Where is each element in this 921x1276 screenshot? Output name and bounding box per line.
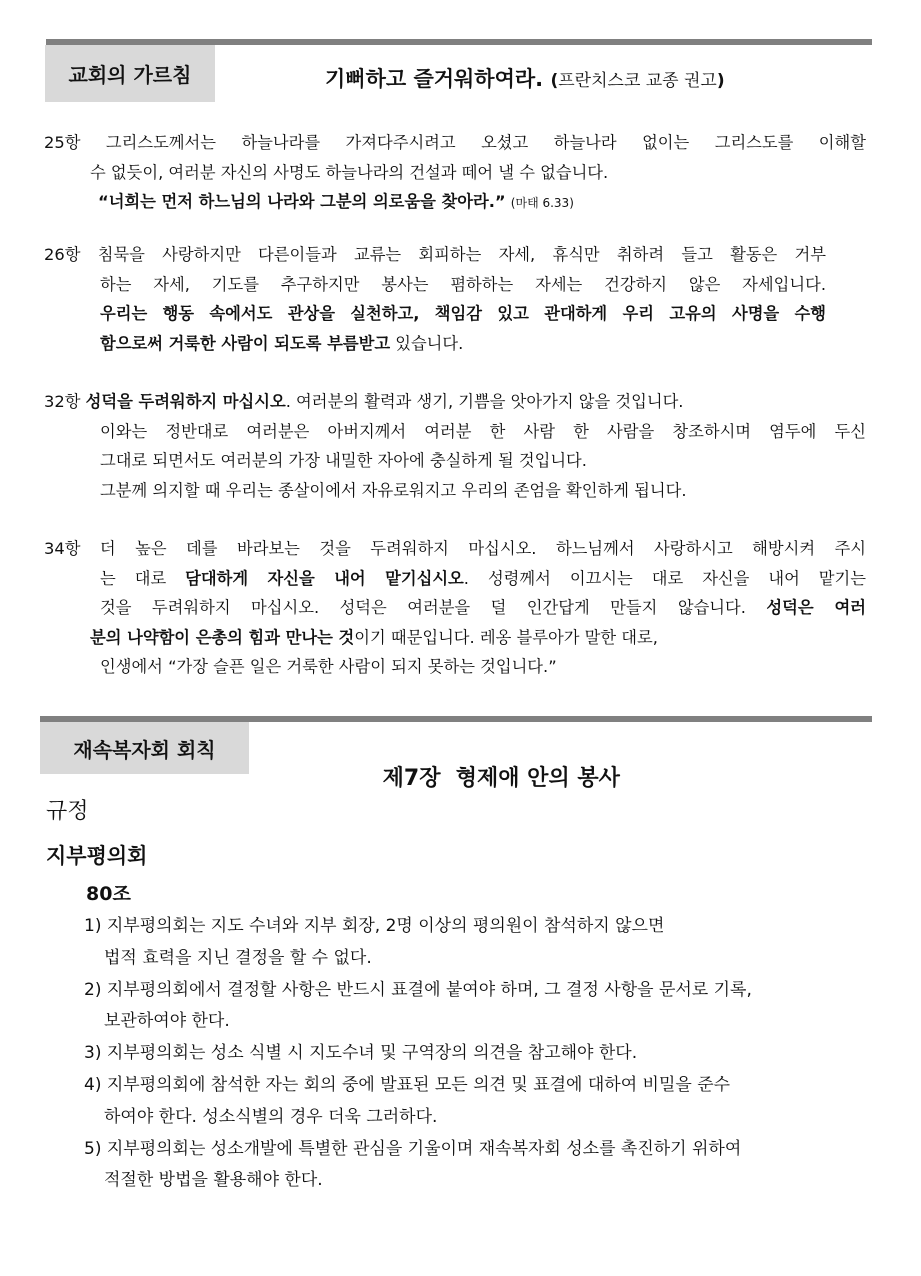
rule-tab-label: 재속복자회 회칙: [73, 737, 216, 762]
teaching-tab: [45, 45, 215, 102]
article-32: [44, 387, 866, 505]
article-26: [44, 240, 826, 358]
article-32-line: 이와는 정반대로 여러분은 아버지께서 여러분 한 사람 한 사람을 창조하시며 염두에 두신: [100, 421, 866, 441]
teaching-header: [0, 39, 921, 103]
article-34-line: 것을 두려워하지 마십시오. 성덕은 여러분을 덜 인간답게 만들지 않습니다. 성덕은 여러: [100, 598, 867, 617]
rule-tab: [40, 722, 249, 774]
article-34-line: 34항 더 높은 데를 바라보는 것을 두려워하지 마십시오. 하느님께서 사랑하시고 해방시켜 주시: [44, 539, 866, 558]
list-item: 3) 지부평의회는 성소 식별 시 지도수녀 및 구역장의 의견을 참고해야 한다.: [84, 1043, 638, 1064]
article-26-line: 26항 침묵을 사랑하지만 다른이들과 교류는 회피하는 자세, 휴식만 취하려 들고 활동은 거부: [44, 245, 826, 264]
rule-header: [0, 716, 921, 791]
article-32-line: 32항 성덕을 두려워하지 마십시오. 여러분의 활력과 생기, 기쁨을 앗아가지 않을 것입니다.: [44, 392, 684, 411]
article-32-line: 그분께 의지할 때 우리는 종살이에서 자유로워지고 우리의 존엄을 확인하게 됩니다.: [100, 480, 687, 500]
article-25-line: 수 없듯이, 여러분 자신의 사명도 하늘나라의 건설과 떼어 낼 수 없습니다.: [90, 162, 609, 182]
subsection-heading: 지부평의회: [46, 844, 148, 868]
rule-items: [84, 911, 752, 1197]
list-item: 1) 지부평의회는 지도 수녀와 지부 회장, 2명 이상의 평의원이 참석하지 않으면 법적 효력을 지닌 결정을 할 수 없다.: [84, 916, 665, 968]
chapter-title: 제7장 형제애 안의 봉사: [382, 766, 620, 791]
teaching-title-text: 기뻐하고 즐거워하여라.: [325, 67, 544, 91]
list-item: 5) 지부평의회는 성소개발에 특별한 관심을 기울이며 재속복자회 성소를 촉진하기 위하여 적절한 방법을 활용해야 한다.: [84, 1138, 742, 1191]
article-26-line-bold: 우리는 행동 속에서도 관상을 실천하고, 책임감 있고 관대하게 우리 고유의 사명을 수행: [100, 304, 826, 323]
teaching-title: [325, 63, 725, 93]
article-34-line: 는 대로 담대하게 자신을 내어 맡기십시오. 성령께서 이끄시는 대로 자신을 내어 맡기는: [100, 568, 866, 588]
article-25-line: 25항 그리스도께서는 하늘나라를 가져다주시려고 오셨고 하늘나라 없이는 그리스도를 이해할: [44, 133, 866, 152]
scripture-reference: (마태 6.33): [510, 196, 574, 210]
list-item: 4) 지부평의회에 참석한 자는 회의 중에 발표된 모든 의견 및 표결에 대하여 비밀을 준수 하여야 한다. 성소식별의 경우 더욱 그러하다.: [84, 1074, 731, 1127]
teaching-tab-label: 교회의 가르침: [68, 63, 192, 87]
article-34-line: 인생에서 “가장 슬픈 일은 거룩한 사람이 되지 못하는 것입니다.”: [100, 657, 557, 676]
article-34: [44, 534, 866, 682]
article-32-line: 그대로 되면서도 여러분의 가장 내밀한 자아에 충실하게 될 것입니다.: [100, 451, 587, 470]
article-number: 80조: [86, 883, 131, 905]
article-26-line: 함으로써 거룩한 사람이 되도록 부름받고 있습니다.: [100, 333, 464, 353]
teaching-subtitle: (프란치스코 교종 권고): [550, 71, 725, 91]
article-34-line: 분의 나약함이 은총의 힘과 만나는 것이기 때문입니다. 레옹 블루아가 말한 대로,: [90, 627, 658, 647]
article-26-line: 하는 자세, 기도를 추구하지만 봉사는 폄하하는 자세는 건강하지 않은 자세입니다.: [100, 274, 826, 294]
article-25-quote: “너희는 먼저 하느님의 나라와 그분의 의로움을 찾아라.” (마태 6.33): [98, 192, 574, 211]
section-heading: 규정: [46, 799, 89, 824]
article-25: [44, 128, 866, 219]
list-item: 2) 지부평의회에서 결정할 사항은 반드시 표결에 붙여야 하며, 그 결정 사항을 문서로 기록, 보관하여야 한다.: [84, 979, 752, 1032]
